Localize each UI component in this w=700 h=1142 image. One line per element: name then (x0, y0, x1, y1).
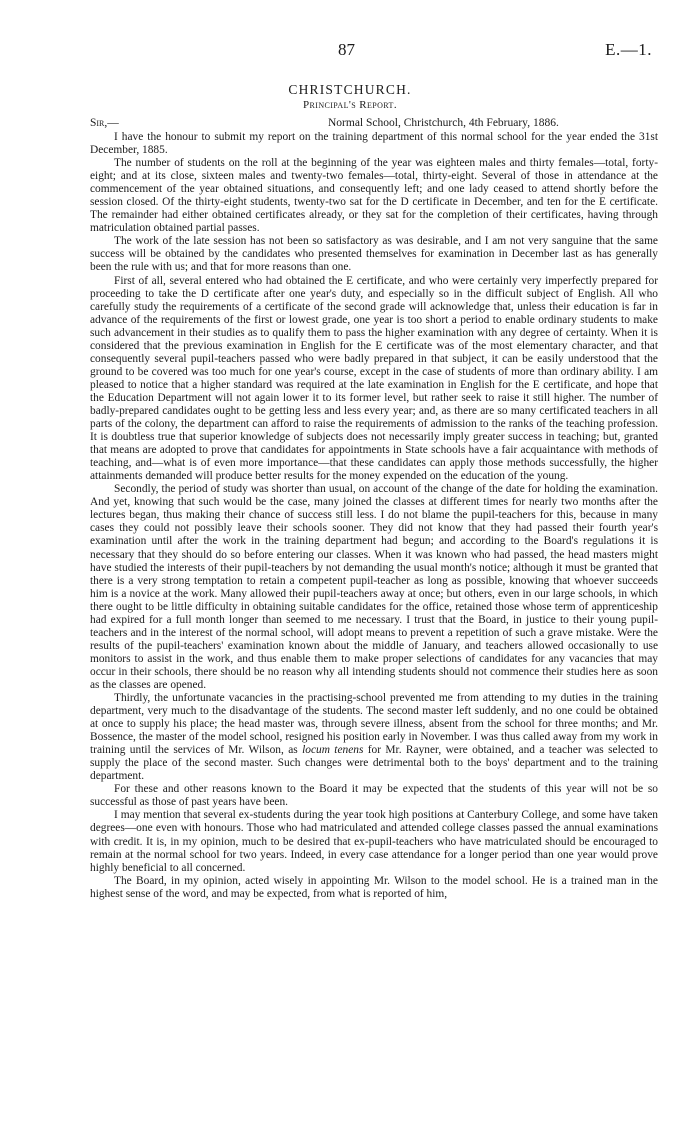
section-subtitle: Principal's Report. (303, 99, 397, 111)
section-title: CHRISTCHURCH. (288, 82, 412, 97)
paragraph-third-reason: Thirdly, the unfortunate vacancies in the practising-school prevented me from attending to my duties in the training department, very much to the disadvantage of the students. The second master left suddenly, and no one could be obtained at once to supply his place; the head master was, through severe illness, absent from the school for three months; and Mr. Bossence, the master of the model school, resigned his position early in November. I was thus called away from my work in training until the services of Mr. Wilson, as locum tenens for Mr. Rayner, were obtained, and a teacher was selected to supply the place of the second master. Such changes were detrimental both to the boys' department and to the training department. (90, 692, 658, 783)
page-number: 87 (338, 40, 355, 59)
series-code: E.—1. (605, 40, 652, 59)
dateline: Normal School, Christchurch, 4th February, 1886. (328, 117, 559, 129)
paragraph-session-work: The work of the late session has not been so satisfactory as was desirable, and I am not very sanguine that the same success will be obtained by the candidates who presented themselves for examination in December last as has generally been the rule with us; and that for more reasons than one. (90, 235, 658, 274)
paragraph-expectation: For these and other reasons known to the Board it may be expected that the students of this year will not be so successful as those of past years have been. (90, 783, 658, 809)
locum-tenens-phrase: locum tenens (302, 744, 364, 757)
paragraph-ex-students: I may mention that several ex-students during the year took high positions at Canterbury College, and some have taken degrees—one even with honours. Those who had matriculated and attended college classes passed the annual examinations with credit. It is, in my opinion, much to be desired that ex-pupil-teachers who have matriculated should be encouraged to remain at the normal school for two years. Indeed, in every case attendance for a longer period than one year would prove highly beneficial to all concerned. (90, 809, 658, 874)
paragraph-student-numbers: The number of students on the roll at the beginning of the year was eighteen males and thirty females—total, forty-eight; and at its close, sixteen males and twenty-two females—total, thirty-eight. Several of those in attendance at the commencement of the year obtained situations, and consequently left; and one lady ceased to attend shortly before the session closed. Of the thirty-eight students, twenty-two sat for the D certificate in December, and ten for the E certificate. The remainder had either obtained certificates already, or they sat for the completion of their certificates, having through matriculation obtained partial passes. (90, 157, 658, 235)
paragraph-second-reason: Secondly, the period of study was shorter than usual, on account of the change of the date for holding the examination. And yet, knowing that such would be the case, many joined the classes at different times for nearly two months after the lectures began, thus making their chance of success still less. I do not blame the pupil-teachers for this, because in many cases they could not possibly leave their schools sooner. They did not know that they had passed their fourth year's examination until after the work in the training department had begun; and according to the Board's regulations it is necessary that they should do so before entering our classes. When it was known who had passed, the head masters might have studied the interests of their pupil-teachers by not demanding the usual month's notice; although it must be granted that there is a very strong temptation to retain a competent pupil-teacher as long as possible, knowing that whoever succeeds him is a novice at the work. Many allowed their pupil-teachers away at once; but others, even in our large schools, in which there ought to be little difficulty in obtaining suitable candidates for the office, retained those whose term of apprenticeship had expired for a full month longer than seemed to me necessary. I trust that the Board, in justice to their young pupil-teachers and in the interest of the normal school, will adopt means to prevent a repetition of such a grave mistake. Were the results of the pupil-teachers' examination known about the middle of January, and teachers allowed occasionally to use monitors to assist in the work, and thus enable them to make proper selections of candidates for any vacancies that may occur in their schools, there should be no reason why all intending students should not commence their studies here as soon as the classes are opened. (90, 483, 658, 691)
paragraph-first-reason: First of all, several entered who had obtained the E certificate, and who were certainly very imperfectly prepared for proceeding to take the D certificate after one year's duty, and especially so in the difficult subject of English. All who carefully study the requirements of a certificate of the second grade will acknowledge that, unless their education is far in advance of the requirements of the first or lowest grade, one year is too short a period to enable ordinary students to make such advancement in their studies as to qualify them to pass the higher examination with any degree of certainty. When it is considered that the previous examination in English for the E certificate was of the most elementary character, and that consequently several pupil-teachers passed who were badly prepared in that subject, it can be easily understood that the ground to be covered was too much for one year's course, except in the case of students of more than ordinary ability. I am pleased to notice that a higher standard was required at the late examination in English for the E certificate, and hope that the Education Department will not again lower it to its former level, but rather seek to raise it still higher. The number of badly-prepared candidates ought to be getting less and less every year; and, as there are so many certificated teachers in all parts of the colony, the department can afford to raise the requirements of admission to the ranks of the teaching profession. It is doubtless true that superior knowledge of subjects does not necessarily imply greater success in teaching; but, granted that means are adopted to prove that candidates for appointments in State schools have a fair acquaintance with methods of teaching, and—what is of even more importance—that these candidates can apply those methods successfully, the higher attainments demanded will produce better results for the money expended on the education of the young. (90, 274, 658, 483)
paragraph-intro: I have the honour to submit my report on the training department of this normal school for the year ended the 31st December, 1885. (90, 131, 658, 157)
salutation: Sir,— (90, 117, 119, 129)
report-body (90, 131, 658, 901)
paragraph-model-school: The Board, in my opinion, acted wisely in appointing Mr. Wilson to the model school. He is a trained man in the highest sense of the word, and may be expected, from what is reported of him, (90, 874, 658, 900)
page-header (90, 40, 660, 64)
